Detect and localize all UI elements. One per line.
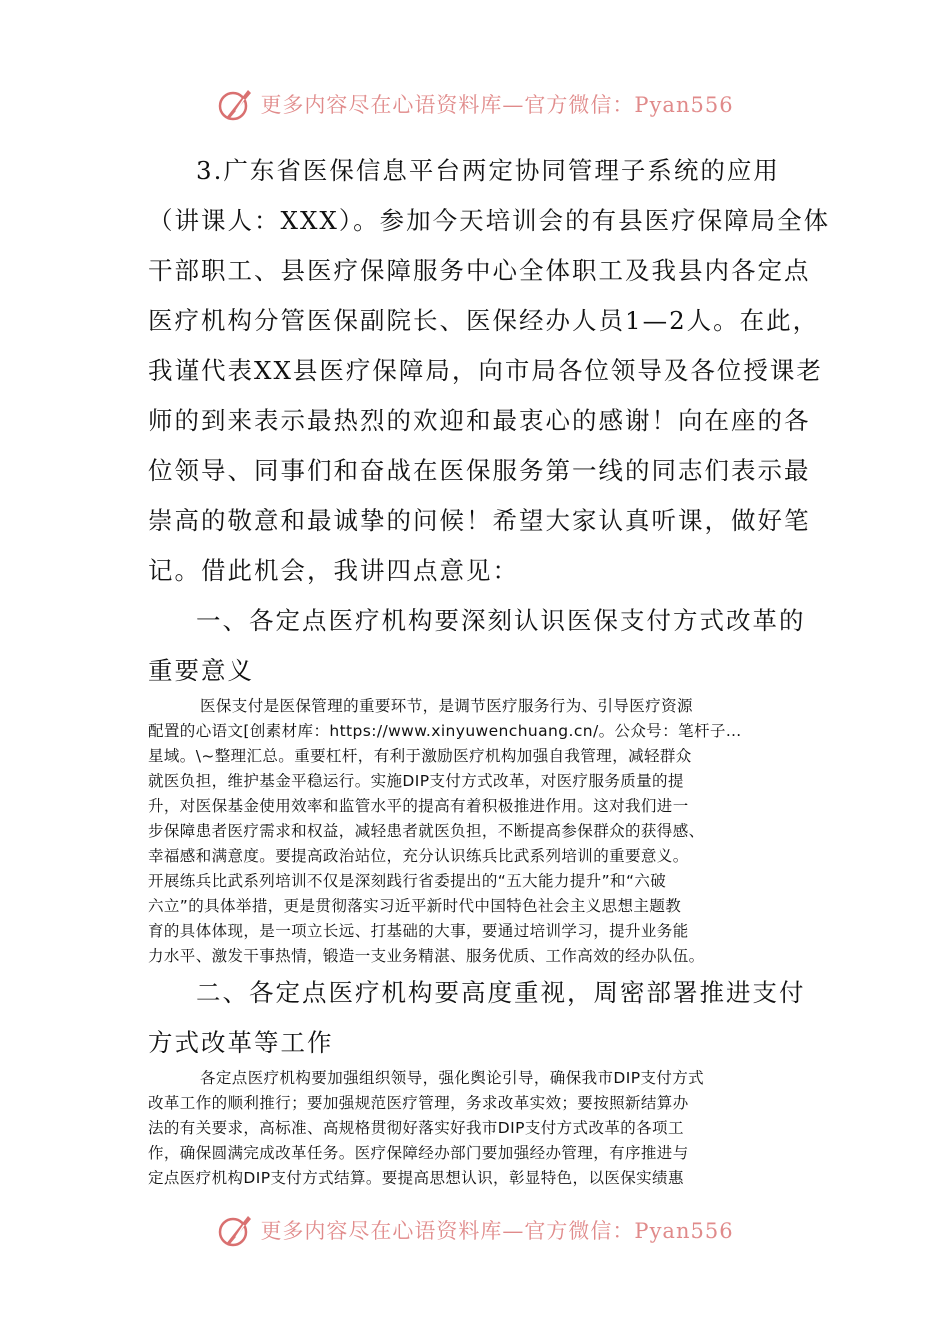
text-line: 升，对医保基金使用效率和监管水平的提高有着积极推进作用。这对我们进一	[148, 797, 689, 815]
text-line: 记。借此机会，我讲四点意见：	[148, 556, 519, 585]
text-line: 各定点医疗机构要加强组织领导，强化舆论引导，确保我市DIP支付方式	[200, 1069, 705, 1087]
text-line: 星域。\~整理汇总。重要杠杆，有利于激励医疗机构加强自我管理，减轻群众	[148, 747, 692, 765]
text-line: 作，确保圆满完成改革任务。医疗保障经办部门要加强经办管理，有序推进与	[148, 1144, 689, 1162]
text-line: 我谨代表XX县医疗保障局，向市局各位领导及各位授课老	[148, 356, 823, 385]
heading-line: 方式改革等工作	[148, 1028, 334, 1057]
quill-pen-logo-icon	[216, 84, 256, 124]
text-line: 步保障患者医疗需求和权益，减轻患者就医负担，不断提高参保群众的获得感、	[148, 822, 705, 840]
text-line: 就医负担，维护基金平稳运行。实施DIP支付方式改革，对医疗服务质量的提	[148, 772, 684, 790]
text-line: 力水平、激发干事热情，锻造一支业务精湛、服务优质、工作高效的经办队伍。	[148, 947, 705, 965]
section-paragraph-2	[148, 1066, 810, 1191]
text-line: 法的有关要求，高标准、高规格贯彻好落实好我市DIP支付方式改革的各项工	[148, 1119, 684, 1137]
watermark-text: 更多内容尽在心语资料库—官方微信：Pyan556	[260, 93, 734, 117]
section-heading-2	[148, 968, 810, 1068]
text-line: 配置的心语文[创素材库：https://www.xinyuwenchuang.cn/。公众号：笔杆子…	[148, 722, 742, 740]
text-line: 师的到来表示最热烈的欢迎和最衷心的感谢！向在座的各	[148, 406, 811, 435]
text-line: 崇高的敬意和最诚挚的问候！希望大家认真听课，做好笔	[148, 506, 811, 535]
watermark-text: 更多内容尽在心语资料库—官方微信：Pyan556	[260, 1219, 734, 1243]
watermark-banner-bottom	[0, 1208, 950, 1252]
heading-line: 二、各定点医疗机构要高度重视，周密部署推进支付	[196, 978, 806, 1007]
text-line: 改革工作的顺利推行；要加强规范医疗管理，务求改革实效；要按照新结算办	[148, 1094, 689, 1112]
text-line: 定点医疗机构DIP支付方式结算。要提高思想认识，彰显特色，以医保实绩惠	[148, 1169, 684, 1187]
quill-pen-logo-icon	[216, 1210, 256, 1250]
text-line: 位领导、同事们和奋战在医保服务第一线的同志们表示最	[148, 456, 811, 485]
text-line: 医保支付是医保管理的重要环节，是调节医疗服务行为、引导医疗资源	[200, 697, 693, 715]
watermark-banner-top	[0, 82, 950, 126]
text-line: 开展练兵比武系列培训不仅是深刻践行省委提出的“五大能力提升”和“六破	[148, 872, 667, 890]
section-heading-1	[148, 596, 810, 696]
text-line: 育的具体体现，是一项立长远、打基础的大事，要通过培训学习，提升业务能	[148, 922, 689, 940]
heading-line: 重要意义	[148, 656, 254, 685]
text-line: 六立”的具体举措，更是贯彻落实习近平新时代中国特色社会主义思想主题教	[148, 897, 682, 915]
text-line: 医疗机构分管医保副院长、医保经办人员1—2人。在此，	[148, 306, 820, 335]
heading-line: 一、各定点医疗机构要深刻认识医保支付方式改革的	[196, 606, 806, 635]
text-line: （讲课人：XXX）。参加今天培训会的有县医疗保障局全体	[148, 206, 831, 235]
text-line: 干部职工、县医疗保障服务中心全体职工及我县内各定点	[148, 256, 811, 285]
intro-paragraph	[148, 146, 831, 596]
text-line: 幸福感和满意度。要提高政治站位，充分认识练兵比武系列培训的重要意义。	[148, 847, 689, 865]
section-paragraph-1	[148, 694, 810, 969]
text-line: 3.广东省医保信息平台两定协同管理子系统的应用	[196, 156, 780, 185]
